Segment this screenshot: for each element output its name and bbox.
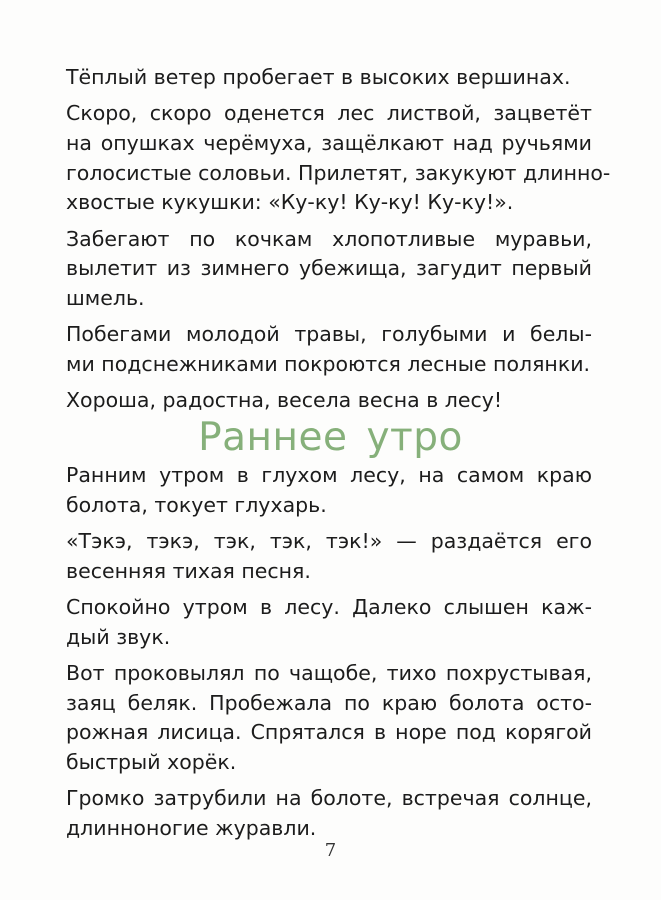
text-line: Скоро, скоро оденется лес листвой, зацветёт — [66, 101, 592, 126]
paragraph — [66, 99, 611, 217]
text-line: дый звук. — [66, 624, 171, 649]
text-line: Спокойно утром в лесу. Далеко слышен каж- — [66, 594, 592, 619]
paragraph — [66, 320, 592, 379]
page-number: 7 — [324, 840, 337, 861]
paragraph — [66, 784, 592, 843]
text-line: Ранним утром в глухом лесу, на самом краю — [66, 463, 592, 487]
text-line: Забегают по кочкам хлопотливые муравьи, — [66, 226, 592, 251]
paragraph — [66, 63, 592, 93]
text-line: хвостые кукушки: «Ку-ку! Ку-ку! Ку-ку!». — [66, 190, 514, 215]
text-line: Тёплый ветер пробегает в высоких вершинах. — [66, 65, 571, 89]
text-line: ми подснежниками покроются лесные полянки. — [66, 351, 591, 376]
text-line: Хороша, радостна, весела весна в лесу! — [66, 388, 503, 413]
paragraph — [66, 659, 592, 777]
text-line: «Тэкэ, тэкэ, тэк, тэк, тэк!» — раздаётся его — [66, 528, 592, 553]
text-line: заяц беляк. Пробежала по краю болота осто- — [66, 690, 592, 715]
chapter-heading: Раннее утро — [198, 415, 463, 460]
paragraph — [66, 461, 592, 520]
text-section-spring — [66, 63, 611, 423]
text-line: рожная лисица. Спрятался в норе под корягой — [66, 720, 592, 745]
text-line: голосистые соловьи. Прилетят, закукуют длинно- — [66, 160, 611, 185]
text-line: вылетит из зимнего убежища, загудит первый — [66, 256, 592, 281]
text-line: на опушках черёмуха, защёлкают над ручьями — [66, 130, 592, 155]
paragraph — [66, 527, 592, 586]
paragraph — [66, 593, 592, 652]
text-section-early-morning — [66, 461, 592, 850]
text-line: быстрый хорёк. — [66, 749, 237, 774]
paragraph — [66, 225, 592, 314]
text-line: весенняя тихая песня. — [66, 558, 311, 583]
text-line: болота, токует глухарь. — [66, 492, 327, 517]
text-line: Побегами молодой травы, голубыми и белы- — [66, 322, 592, 347]
text-line: длинноногие журавли. — [66, 815, 317, 840]
text-line: шмель. — [66, 285, 145, 310]
text-line: Громко затрубили на болоте, встречая солнце, — [66, 786, 592, 811]
text-line: Вот проковылял по чащобе, тихо похрустывая, — [66, 660, 592, 685]
